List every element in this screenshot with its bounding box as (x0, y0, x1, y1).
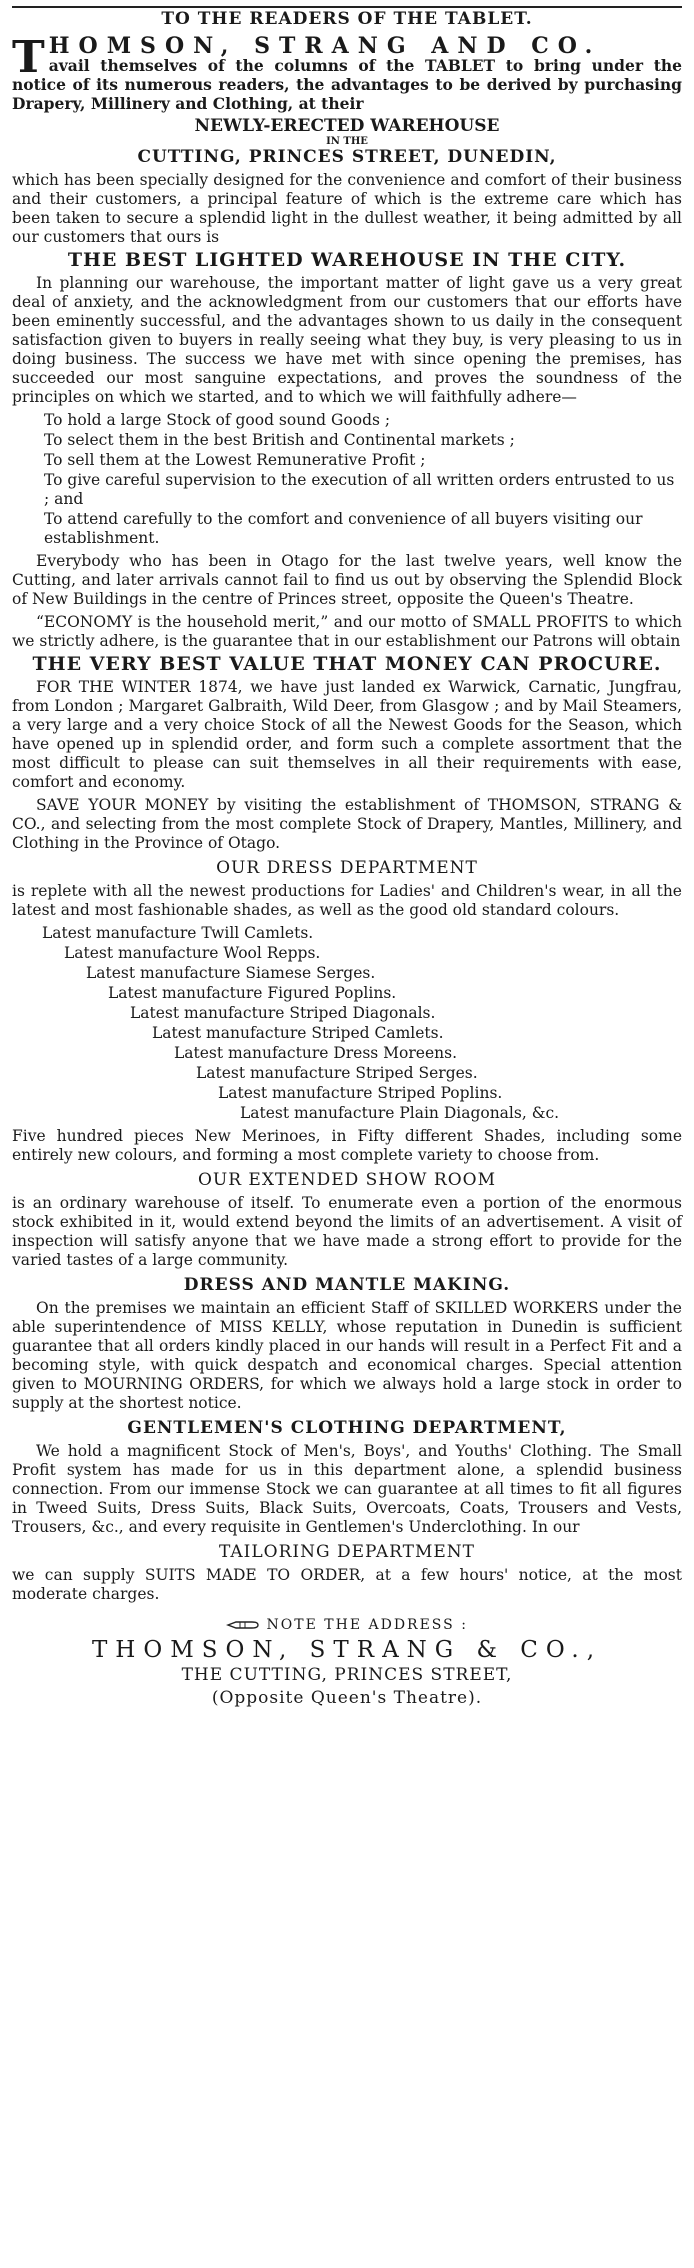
designed-paragraph: which has been specially designed for the convenience and comfort of their business and their customers, a principal feature of which is the extreme care which has been taken to secure a splendid light in the dullest weather, it being admitted by all our customers that ours is (12, 171, 682, 246)
drop-cap: T (12, 32, 45, 83)
note-address-line (12, 1616, 682, 1635)
winter-paragraph: FOR THE WINTER 1874, we have just landed ex Warwick, Carnatic, Jungfrau, from London ; Margaret Galbraith, Wild Deer, from Glasgow ; and by Mail Steamers, a very large and a very choice Stock of all the Newest Goods for the Season, which have opened up in splendid order, and form such a complete assortment that the most difficult to please can suit themselves in all their requirements with ease, comfort and economy. (12, 678, 682, 791)
dress-goods-item: Latest manufacture Striped Poplins. (218, 1084, 503, 1102)
principles-list (12, 411, 682, 548)
principle-item: To give careful supervision to the execution of all written orders entrusted to us ; and (44, 471, 675, 508)
principle-item: To hold a large Stock of good sound Goods ; (44, 411, 391, 429)
dress-goods-item: Latest manufacture Wool Repps. (64, 944, 321, 962)
dress-department-text: is replete with all the newest productions for Ladies' and Children's wear, in all the latest and most fashionable shades, as well as the good old standard colours. (12, 882, 682, 919)
best-value-headline: THE VERY BEST VALUE THAT MONEY CAN PROCURE. (32, 653, 662, 675)
dress-goods-list (12, 924, 682, 1123)
footer-street: THE CUTTING, PRINCES STREET, (181, 1665, 513, 1685)
save-money-paragraph: SAVE YOUR MONEY by visiting the establishment of THOMSON, STRANG & CO., and selecting from the most complete Stock of Drapery, Mantles, Millinery, and Clothing in the Province of Otago. (12, 796, 682, 852)
gents-clothing-heading: GENTLEMEN'S CLOTHING DEPARTMENT, (127, 1418, 567, 1438)
dress-goods-item: Latest manufacture Siamese Serges. (86, 964, 376, 982)
principle-item: To attend carefully to the comfort and convenience of all buyers visiting our establishment. (44, 510, 643, 547)
show-room-text: is an ordinary warehouse of itself. To enumerate even a portion of the enormous stock exhibited in it, would extend beyond the limits of an advertisement. A visit of inspection will satisfy anyone that we have made a strong effort to provide for the varied tastes of a large community. (12, 1194, 682, 1269)
economy-paragraph: “ECONOMY is the household merit,” and our motto of SMALL PROFITS to which we strictly adhere, is the guarantee that in our establishment our Patrons will obtain (12, 613, 682, 650)
mantle-making-text: On the premises we maintain an efficient Staff of SKILLED WORKERS under the able superintendence of MISS KELLY, whose reputation in Dunedin is sufficient guarantee that all orders kindly placed in our hands will result in a Perfect Fit and a becoming style, with quick despatch and economical charges. Special attention given to MOURNING ORDERS, for which we always hold a large stock in order to supply at the shortest notice. (12, 1299, 682, 1412)
dress-goods-item: Latest manufacture Striped Serges. (196, 1064, 478, 1082)
dress-goods-item: Latest manufacture Striped Diagonals. (130, 1004, 436, 1022)
gents-clothing-text: We hold a magnificent Stock of Men's, Boys', and Youths' Clothing. The Small Profit system has made for us in this department alone, a splendid business connection. From our immense Stock we can guarantee at all times to fit all figures in Tweed Suits, Dress Suits, Black Suits, Overcoats, Coats, Trousers and Vests, Trousers, &c., and every requisite in Gentlemen's Underclothing. In our (12, 1442, 682, 1536)
advertisement (12, 6, 682, 1708)
intro-block (12, 32, 682, 113)
mantle-making-heading: DRESS AND MANTLE MAKING. (183, 1275, 511, 1295)
tailoring-text: we can supply SUITS MADE TO ORDER, at a few hours' notice, at the most moderate charges. (12, 1566, 682, 1603)
dress-goods-item: Latest manufacture Twill Camlets. (42, 924, 314, 942)
principle-item: To select them in the best British and Continental markets ; (44, 431, 515, 449)
everybody-paragraph: Everybody who has been in Otago for the last twelve years, well know the Cutting, and later arrivals cannot fail to find us out by observing the Splendid Block of New Buildings in the centre of Princes street, opposite the Queen's Theatre. (12, 552, 682, 608)
dress-department-heading: OUR DRESS DEPARTMENT (216, 858, 478, 878)
planning-paragraph: In planning our warehouse, the important matter of light gave us a very great deal of anxiety, and the acknowledgment from our customers that our efforts have been eminently successful, and the advantages shown to us daily in the consequent satisfaction given to buyers in really seeing what they buy, is very pleasing to us in doing business. The success we have met with since opening the premises, has succeeded our most sanguine expectations, and proves the soundness of the principles on which we started, and to which we will faithfully adhere— (12, 274, 682, 406)
note-address-text: NOTE THE ADDRESS : (266, 1617, 468, 1633)
page-title: TO THE READERS OF THE TABLET. (161, 9, 533, 29)
pointing-hand-icon (226, 1619, 260, 1631)
dress-goods-item: Latest manufacture Plain Diagonals, &c. (240, 1104, 560, 1122)
warehouse-location: CUTTING, PRINCES STREET, DUNEDIN, (137, 147, 557, 167)
firm-name-line: HOMSON, STRANG AND CO. (48, 33, 602, 59)
warehouse-in-the: IN THE (326, 136, 368, 147)
show-room-heading: OUR EXTENDED SHOW ROOM (197, 1170, 497, 1190)
merinoes-paragraph: Five hundred pieces New Merinoes, in Fifty different Shades, including some entirely new colours, and forming a most complete variety to choose from. (12, 1127, 682, 1164)
best-lighted-headline: THE BEST LIGHTED WAREHOUSE IN THE CITY. (67, 249, 627, 271)
warehouse-heading: NEWLY-ERECTED WAREHOUSE (194, 116, 500, 136)
footer-firm-name: THOMSON, STRANG & CO., (91, 1637, 603, 1663)
dress-goods-item: Latest manufacture Figured Poplins. (108, 984, 397, 1002)
dress-goods-item: Latest manufacture Dress Moreens. (174, 1044, 457, 1062)
top-rule (12, 6, 682, 8)
tailoring-heading: TAILORING DEPARTMENT (218, 1542, 476, 1562)
dress-goods-item: Latest manufacture Striped Camlets. (152, 1024, 444, 1042)
footer-opposite: (Opposite Queen's Theatre). (211, 1688, 483, 1708)
intro-text: avail themselves of the columns of the TABLET to bring under the notice of its numerous readers, the advantages to be derived by purchasing Drapery, Millinery and Clothing, at their (12, 56, 682, 113)
principle-item: To sell them at the Lowest Remunerative Profit ; (44, 451, 426, 469)
